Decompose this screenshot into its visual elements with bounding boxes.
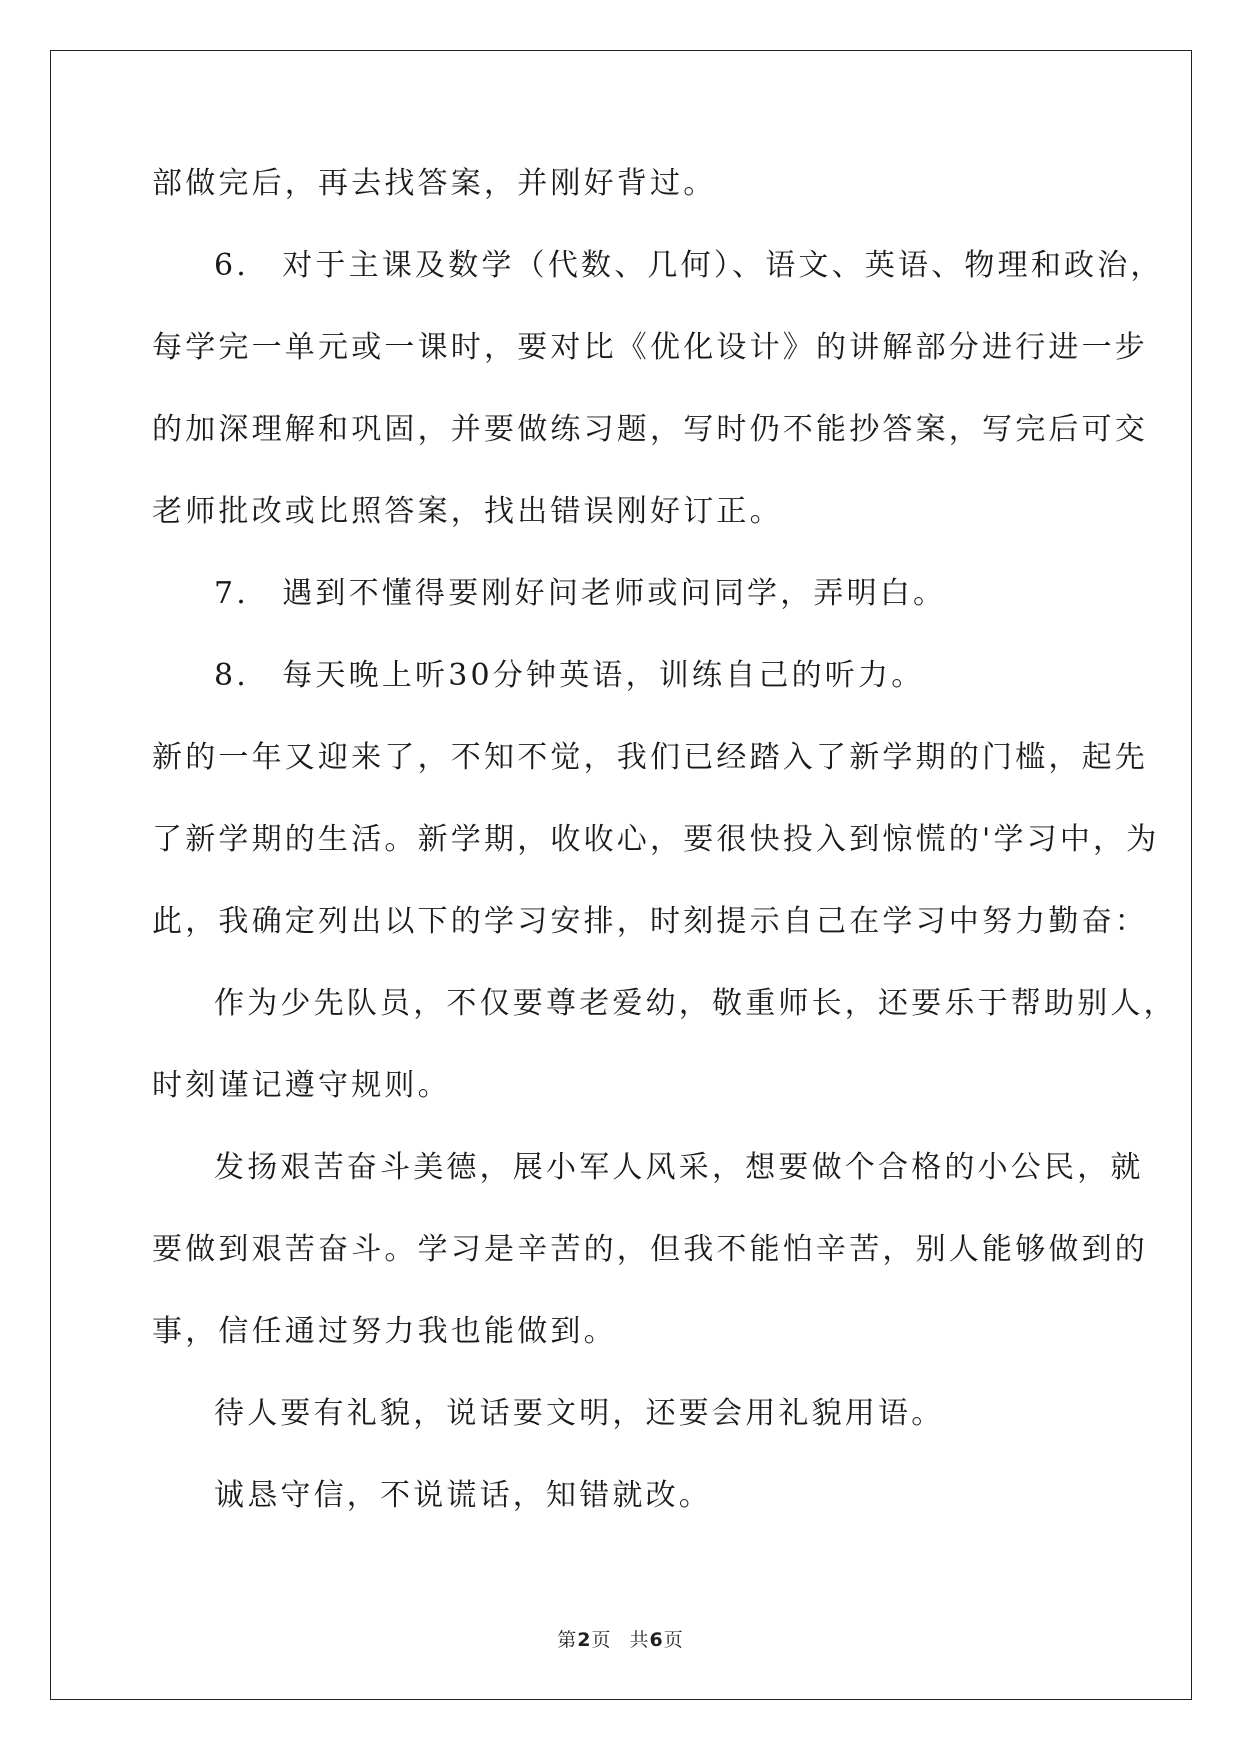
document-body (152, 164, 1177, 1558)
page-number-suffix: 页 (591, 1629, 612, 1651)
list-item-6-line-4: 老师批改或比照答案，找出错误刚好订正。 (152, 494, 783, 529)
list-item-8: 8. 每天晚上听30分钟英语，训练自己的听力。 (214, 658, 925, 693)
text-line-1: 部做完后，再去找答案，并刚好背过。 (152, 166, 717, 201)
list-item-7: 7. 遇到不懂得要刚好问老师或问同学，弄明白。 (214, 576, 947, 611)
paragraph-politeness: 待人要有礼貌，说话要文明，还要会用礼貌用语。 (214, 1396, 945, 1431)
total-pages-prefix: 共 (629, 1629, 650, 1651)
page-footer (0, 1625, 1241, 1652)
paragraph-new-year-line-2: 了新学期的生活。新学期，收收心，要很快投入到惊慌的'学习中，为 (152, 822, 1160, 857)
paragraph-hardwork-line-1: 发扬艰苦奋斗美德，展小军人风采，想要做个合格的小公民，就 (214, 1150, 1144, 1185)
total-pages-suffix: 页 (663, 1629, 684, 1651)
total-page-count: 6 (649, 1629, 664, 1651)
list-item-6-line-2: 每学完一单元或一课时，要对比《优化设计》的讲解部分进行进一步 (152, 330, 1148, 365)
paragraph-new-year-line-1: 新的一年又迎来了，不知不觉，我们已经踏入了新学期的门槛，起先 (152, 740, 1148, 775)
list-item-6-line-1: 6. 对于主课及数学（代数、几何）、语文、英语、物理和政治， (214, 248, 1164, 283)
list-item-6-line-3: 的加深理解和巩固，并要做练习题，写时仍不能抄答案，写完后可交 (152, 412, 1148, 447)
paragraph-pioneer-line-2: 时刻谨记遵守规则。 (152, 1068, 451, 1103)
paragraph-hardwork-line-3: 事，信任通过努力我也能做到。 (152, 1314, 617, 1349)
paragraph-honesty: 诚恳守信，不说谎话，知错就改。 (214, 1478, 712, 1513)
paragraph-new-year-line-3: 此，我确定列出以下的学习安排，时刻提示自己在学习中努力勤奋： (152, 904, 1148, 939)
paragraph-hardwork-line-2: 要做到艰苦奋斗。学习是辛苦的，但我不能怕辛苦，别人能够做到的 (152, 1232, 1148, 1267)
current-page-number: 2 (577, 1629, 592, 1651)
paragraph-pioneer-line-1: 作为少先队员，不仅要尊老爱幼，敬重师长，还要乐于帮助别人， (214, 986, 1177, 1021)
page-number-prefix: 第 (557, 1629, 578, 1651)
